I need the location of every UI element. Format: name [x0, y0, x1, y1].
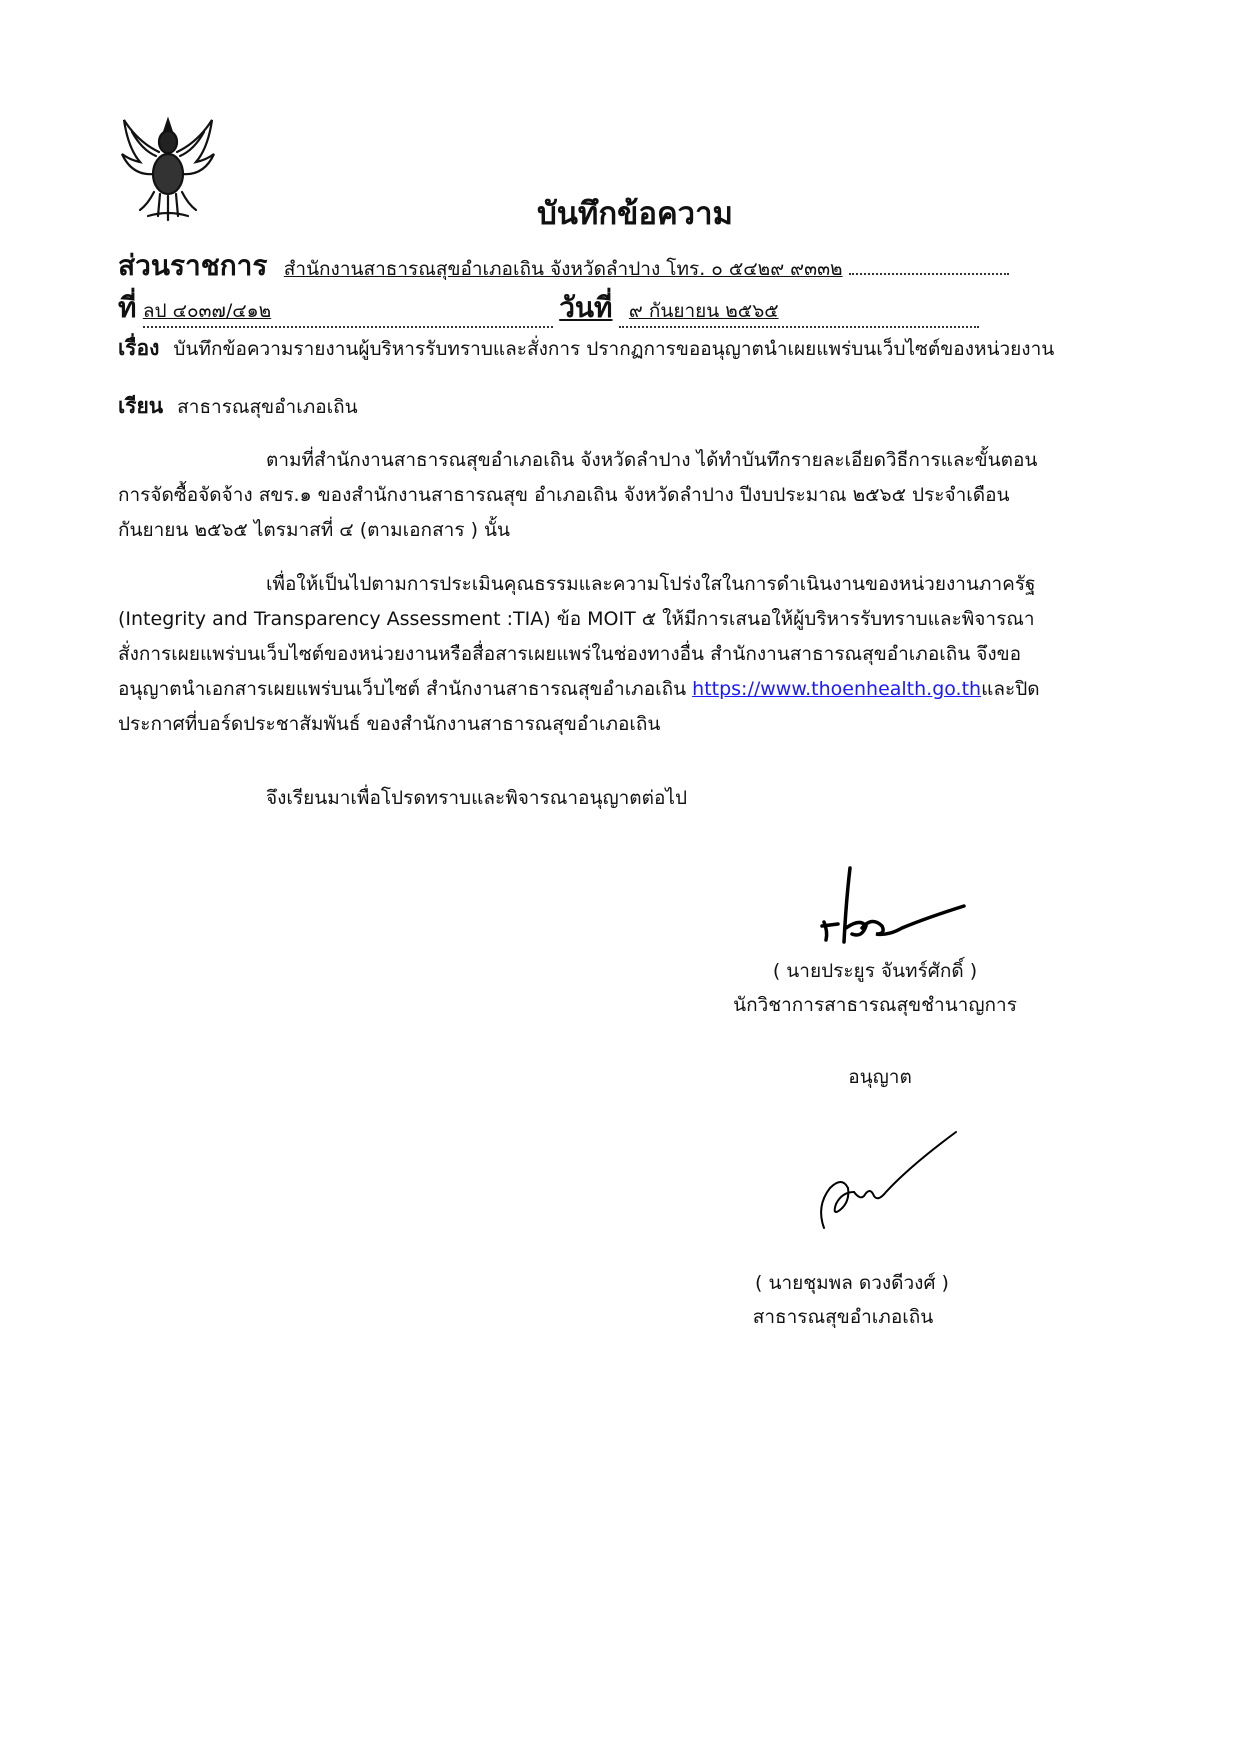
approval-text: อนุญาต: [848, 1066, 912, 1088]
signer-2-name: ( นายชุมพล ดวงดีวงศ์ ): [755, 1272, 949, 1294]
subject-value: บันทึกข้อความรายงานผู้บริหารรับทราบและสั่งการ ปรากฏการขออนุญาตนำเผยแพร่บนเว็บไซต์ของหน่วยงาน: [173, 338, 1055, 360]
signature-2: [810, 1126, 970, 1236]
date-label: วันที่: [559, 291, 613, 324]
website-link[interactable]: https://www.thoenhealth.go.th: [692, 678, 982, 700]
signer-1-position: นักวิชาการสาธารณสุขชำนาญการ: [733, 994, 1017, 1016]
signature-1: [816, 862, 976, 950]
date-value: ๙ กันยายน ๒๕๖๕: [619, 296, 979, 328]
agency-label: ส่วนราชการ: [118, 249, 268, 282]
paragraph-line: เพื่อให้เป็นไปตามการประเมินคุณธรรมและความโปร่งใสในการดำเนินงานของหน่วยงานภาครัฐ: [266, 573, 1036, 595]
reference-label: ที่: [118, 291, 137, 324]
salutation-label: เรียน: [118, 394, 164, 418]
signer-1-name: ( นายประยูร จันทร์ศักดิ์ ): [772, 960, 978, 982]
paragraph-line: ตามที่สำนักงานสาธารณสุขอำเภอเถิน จังหวัดลำปาง ได้ทำบันทึกรายละเอียดวิธีการและขั้นตอน: [266, 449, 1038, 471]
paragraph-line: สั่งการเผยแพร่บนเว็บไซต์ของหน่วยงานหรือสื่อสารเผยแพร่ในช่องทางอื่น สำนักงานสาธารณสุขอำเภอเถิน จึงขอ: [118, 643, 1022, 665]
salutation-value: สาธารณสุขอำเภอเถิน: [177, 396, 358, 418]
signer-2-position: สาธารณสุขอำเภอเถิน: [752, 1306, 934, 1328]
reference-value: ลป ๔๐๓๗/๔๑๒: [143, 296, 553, 328]
paragraph-2: [118, 567, 1122, 742]
reference-row: [118, 286, 979, 330]
paragraph-3: [118, 781, 1122, 816]
subject-row: [118, 332, 1054, 365]
memo-title: บันทึกข้อความ: [537, 196, 733, 232]
paragraph-line: [118, 672, 1122, 707]
dotted-line: [849, 255, 1009, 275]
paragraph-line: ประกาศที่บอร์ดประชาสัมพันธ์ ของสำนักงานสาธารณสุขอำเภอเถิน: [118, 713, 661, 735]
paragraph-text: อนุญาตนำเอกสารเผยแพร่บนเว็บไซต์ สำนักงานสาธารณสุขอำเภอเถิน: [118, 678, 693, 700]
paragraph-line: การจัดซื้อจัดจ้าง สขร.๑ ของสำนักงานสาธารณสุข อำเภอเถิน จังหวัดลำปาง ปีงบประมาณ ๒๕๖๕ ประจำเดือน: [118, 484, 1010, 506]
paragraph-line: กันยายน ๒๕๖๕ ไตรมาสที่ ๔ (ตามเอกสาร ) นั้น: [118, 519, 511, 541]
agency-row: [118, 244, 1009, 288]
paragraph-1: [118, 443, 1122, 548]
paragraph-text: และปิด: [981, 678, 1040, 700]
agency-value: สำนักงานสาธารณสุขอำเภอเถิน จังหวัดลำปาง โทร. ๐ ๕๔๒๙ ๙๓๓๒: [283, 258, 843, 280]
subject-label: เรื่อง: [118, 336, 160, 360]
paragraph-line: จึงเรียนมาเพื่อโปรดทราบและพิจารณาอนุญาตต่อไป: [266, 787, 688, 809]
paragraph-line: (Integrity and Transparency Assessment :TIA) ข้อ MOIT ๕ ให้มีการเสนอให้ผู้บริหารรับทราบและพิจารณา: [118, 608, 1035, 630]
salutation-row: [118, 390, 358, 423]
